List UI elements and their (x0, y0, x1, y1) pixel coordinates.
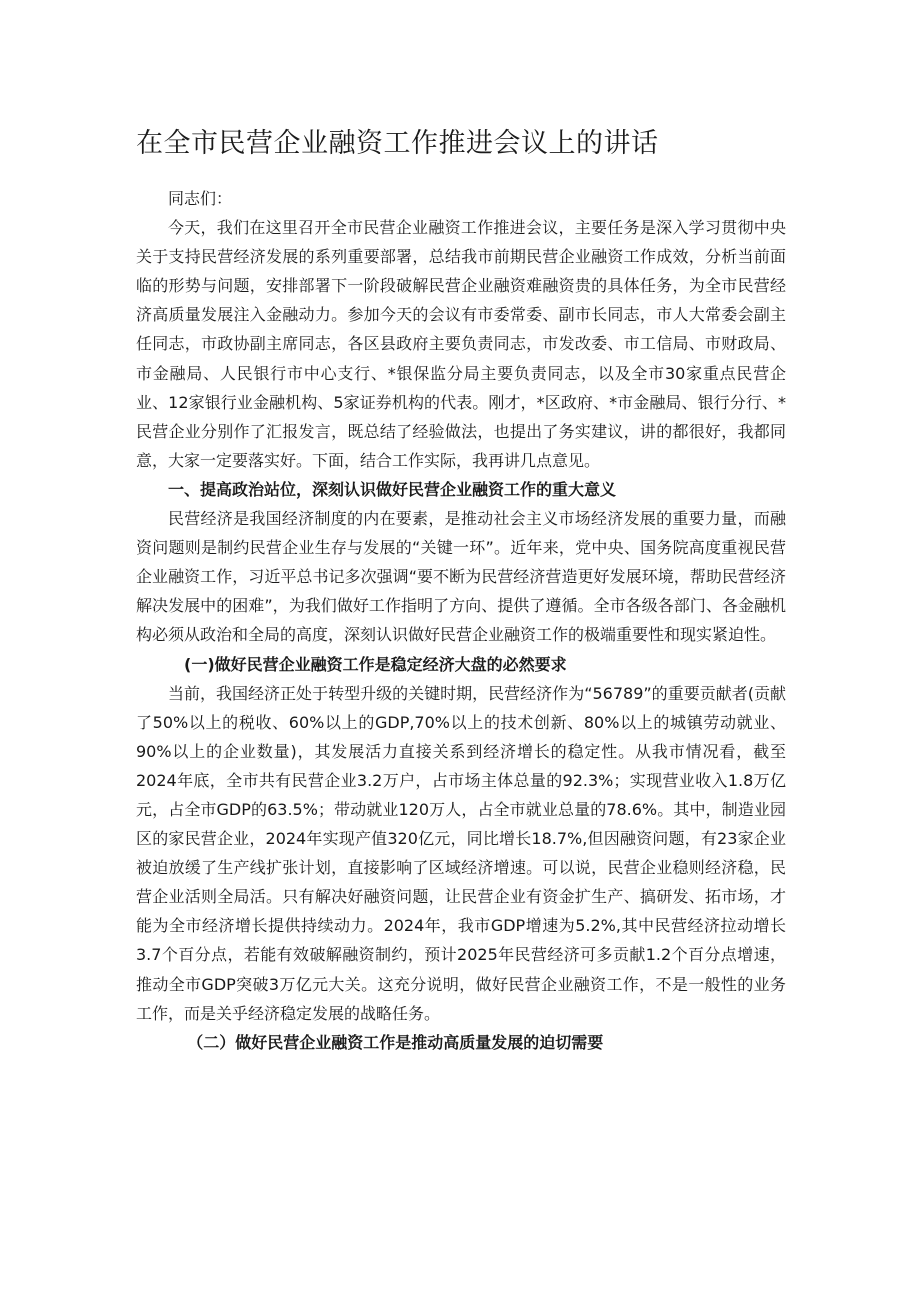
subsection-heading-1: (一)做好民营企业融资工作是稳定经济大盘的必然要求 (184, 654, 567, 674)
paragraph-stability: 当前，我国经济正处于转型升级的关键时期，民营经济作为“56789”的重要贡献者(贡献了50%以上的税收、60%以上的GDP,70%以上的技术创新、80%以上的城镇劳动就业、90%以上的企业数量)，其发展活力直接关系到经济增长的稳定性。从我市情况看，截至2024年底，全市共有民营企业3.2万户，占市场主体总量的92.3%；实现营业收入1.8万亿元，占全市GDP的63.5%；带动就业120万人，占全市就业总量的78.6%。其中，制造业园区的家民营企业，2024年实现产值320亿元，同比增长18.7%,但因融资问题，有23家企业被迫放缓了生产线扩张计划，直接影响了区域经济增速。可以说，民营企业稳则经济稳，民营企业活则全局活。只有解决好融资问题，让民营企业有资金扩生产、搞研发、拓市场，才能为全市经济增长提供持续动力。2024年，我市GDP增速为5.2%,其中民营经济拉动增长3.7个百分点，若能有效破解融资制约，预计2025年民营经济可多贡献1.2个百分点增速，推动全市GDP突破3万亿元大关。这充分说明，做好民营企业融资工作，不是一般性的业务工作，而是关乎经济稳定发展的战略任务。 (136, 683, 786, 1023)
paragraph-significance: 民营经济是我国经济制度的内在要素，是推动社会主义市场经济发展的重要力量，而融资问题则是制约民营企业生存与发展的“关键一环”。近年来，党中央、国务院高度重视民营企业融资工作，习近平总书记多次强调“要不断为民营经济营造更好发展环境，帮助民营经济解决发展中的困难”，为我们做好工作指明了方向、提供了遵循。全市各级各部门、各金融机构必须从政治和全局的高度，深刻认识做好民营企业融资工作的极端重要性和现实紧迫性。 (136, 509, 786, 645)
paragraph-intro: 今天，我们在这里召开全市民营企业融资工作推进会议，主要任务是深入学习贯彻中央关于支持民营经济发展的系列重要部署，总结我市前期民营企业融资工作成效，分析当前面临的形势与问题，安排部署下一阶段破解民营企业融资难融资贵的具体任务，为全市民营经济高质量发展注入金融动力。参加今天的会议有市委常委、副市长同志，市人大常委会副主任同志，市政协副主席同志，各区县政府主要负责同志，市发改委、市工信局、市财政局、市金融局、人民银行市中心支行、*银保监分局主要负责同志，以及全市30家重点民营企业、12家银行业金融机构、5家证券机构的代表。刚才，*区政府、*市金融局、银行分行、*民营企业分别作了汇报发言，既总结了经验做法，也提出了务实建议，讲的都很好，我都同意，大家一定要落实好。下面，结合工作实际，我再讲几点意见。 (136, 218, 786, 470)
salutation: 同志们： (168, 189, 233, 208)
section-heading-1: 一、提高政治站位，深刻认识做好民营企业融资工作的重大意义 (168, 479, 617, 499)
document-title: 在全市民营企业融资工作推进会议上的讲话 (136, 128, 659, 159)
subsection-heading-2: （二）做好民营企业融资工作是推动高质量发展的迫切需要 (187, 1032, 604, 1052)
document-body (136, 184, 786, 1057)
